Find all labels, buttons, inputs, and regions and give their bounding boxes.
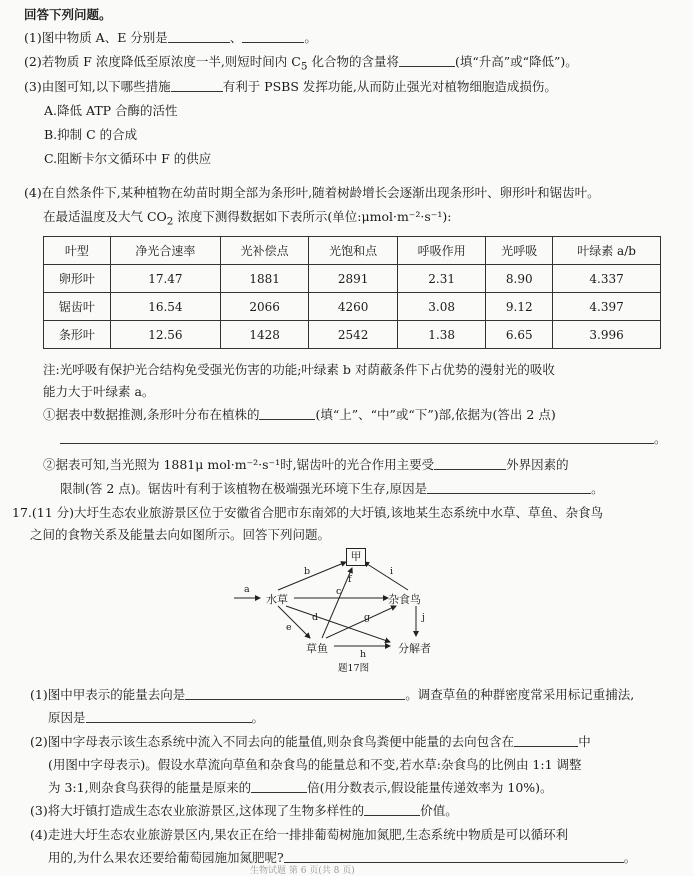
arrow-label-g: g — [364, 612, 371, 623]
answer-blank[interactable] — [364, 802, 420, 816]
table-cell: 锯齿叶 — [44, 293, 111, 321]
table-header: 光呼吸 — [486, 237, 553, 265]
arrow-i — [364, 562, 408, 590]
q16-part4-line1: (4)在自然条件下,某种植物在幼苗时期全部为条形叶,随着树龄增长会逐渐出现条形叶、卵形叶和锯齿叶。 — [24, 185, 600, 200]
table-cell: 1.38 — [397, 321, 485, 349]
q16-sub1-line2: 。 — [60, 430, 667, 448]
node-caoyu: 草鱼 — [306, 642, 328, 655]
arrow-label-i: i — [390, 566, 394, 577]
table-cell: 4.397 — [553, 293, 661, 321]
answer-blank[interactable] — [514, 733, 578, 747]
table-cell: 条形叶 — [44, 321, 111, 349]
answer-blank[interactable] — [168, 29, 230, 43]
table-cell: 16.54 — [110, 293, 220, 321]
option-c: C.阻断卡尔文循环中 F 的供应 — [44, 151, 212, 166]
answer-blank[interactable] — [251, 779, 307, 793]
node-shuicao: 水草 — [266, 593, 288, 606]
table-header: 叶绿素 a/b — [553, 237, 661, 265]
q17-part4-line2: 用的,为什么果农还要给葡萄园施加氮肥呢? 。 — [48, 850, 637, 865]
node-fenjiezhe: 分解者 — [398, 642, 431, 655]
table-cell: 2.31 — [397, 265, 485, 293]
arrow-label-j: j — [422, 612, 425, 623]
arrow-g — [326, 606, 396, 638]
arrow-d — [286, 606, 390, 642]
data-table — [43, 236, 661, 349]
table-cell: 2891 — [309, 265, 397, 293]
table-cell: 17.47 — [110, 265, 220, 293]
answer-blank[interactable] — [259, 406, 315, 420]
answer-blank[interactable] — [86, 709, 252, 723]
table-cell: 3.996 — [553, 321, 661, 349]
q17-intro-line1: 17.(11 分)大圩生态农业旅游景区位于安徽省合肥市东南郊的大圩镇,该地某生态系统中水草、草鱼、杂食鸟 — [12, 505, 603, 520]
figure-caption: 题17图 — [338, 663, 370, 674]
q17-part3: (3)将大圩镇打造成生态农业旅游景区,这体现了生物多样性的 价值。 — [30, 803, 458, 818]
q17-intro-line2: 之间的食物关系及能量去向如图所示。回答下列问题。 — [30, 527, 331, 542]
q16-part1: (1)图中物质 A、E 分别是 、 。 — [24, 30, 317, 45]
q16-part3: (3)由图可知,以下哪些措施 有利于 PSBS 发挥功能,从而防止强光对植物细胞造成损伤。 — [24, 79, 557, 94]
answer-blank[interactable] — [399, 53, 455, 67]
q17-part1: (1)图中甲表示的能量去向是 。调查草鱼的种群密度常采用标记重捕法, — [30, 687, 635, 702]
table-header: 光饱和点 — [309, 237, 397, 265]
section-intro: 回答下列问题。 — [24, 7, 112, 22]
table-cell: 2542 — [309, 321, 397, 349]
table-cell: 4.337 — [553, 265, 661, 293]
table-note-line2: 能力大于叶绿素 a。 — [43, 384, 155, 399]
table-header-row — [44, 237, 661, 265]
answer-blank[interactable] — [60, 430, 654, 444]
q17-part2: (2)图中字母表示该生态系统中流入不同去向的能量值,则杂食鸟粪便中能量的去向包含在 中 — [30, 734, 591, 749]
arrow-label-h: h — [360, 649, 367, 660]
q16-part2: (2)若物质 F 浓度降低至原浓度一半,则短时间内 $C_5$ 化合物的含量将 (填“升高”或“降低”)。 — [24, 54, 578, 73]
node-jia: 甲 — [346, 548, 366, 566]
table-cell: 4260 — [309, 293, 397, 321]
arrow-label-d: d — [312, 612, 319, 623]
q17-part1-line2: 原因是 。 — [48, 710, 265, 725]
table-header: 光补偿点 — [220, 237, 308, 265]
q17-part2-line2: (用图中字母表示)。假设水草流向草鱼和杂食鸟的能量总和不变,若水草:杂食鸟的比例由 1:1 调整 — [48, 757, 582, 772]
arrow-label-f: f — [348, 574, 352, 585]
q16-sub2-line2: 限制(答 2 点)。锯齿叶有利于该植物在极端强光环境下生存,原因是 。 — [60, 481, 604, 496]
arrow-label-e: e — [286, 622, 292, 633]
table-cell: 6.65 — [486, 321, 553, 349]
table-note-line1: 注:光呼吸有保护光合结构免受强光伤害的功能;叶绿素 b 对荫蔽条件下占优势的漫射光的吸收 — [43, 362, 555, 377]
table-cell: 3.08 — [397, 293, 485, 321]
table-row — [44, 321, 661, 349]
arrow-label-c: c — [336, 586, 342, 597]
q17-part4-line1: (4)走进大圩生态农业旅游景区内,果农正在给一排排葡萄树施加氮肥,生态系统中物质是可以循环利 — [30, 827, 569, 842]
arrow-e — [278, 606, 310, 638]
table-cell: 2066 — [220, 293, 308, 321]
answer-blank[interactable] — [171, 78, 223, 92]
node-zashiniao: 杂食鸟 — [388, 593, 421, 606]
answer-blank[interactable] — [185, 686, 405, 700]
table-row — [44, 265, 661, 293]
option-a: A.降低 ATP 合酶的活性 — [44, 103, 178, 118]
table-cell: 卵形叶 — [44, 265, 111, 293]
answer-blank[interactable] — [434, 456, 506, 470]
table-header: 呼吸作用 — [397, 237, 485, 265]
option-b: B.抑制 C 的合成 — [44, 127, 138, 142]
table-cell: 9.12 — [486, 293, 553, 321]
table-header: 叶型 — [44, 237, 111, 265]
answer-blank[interactable] — [427, 480, 591, 494]
table-cell: 1881 — [220, 265, 308, 293]
table-header: 净光合速率 — [110, 237, 220, 265]
arrow-label-a: a — [244, 584, 250, 595]
food-web-diagram — [230, 546, 460, 674]
q16-sub1: ①据表中数据推测,条形叶分布在植株的 (填“上”、“中”或“下”)部,依据为(答出 2 点) — [43, 407, 556, 422]
table-cell: 8.90 — [486, 265, 553, 293]
q16-sub2: ②据表可知,当光照为 1881μ mol·m⁻²·s⁻¹时,锯齿叶的光合作用主要受 外界因素的 — [43, 457, 569, 472]
q17-part2-line3: 为 3:1,则杂食鸟获得的能量是原来的 倍(用分数表示,假设能量传递效率为 10%)。 — [48, 780, 553, 795]
table-row — [44, 293, 661, 321]
page-footer: 生物试题 第 6 页(共 8 页) — [250, 866, 355, 876]
q16-part4-line2: 在最适温度及大气 $CO_2$ 浓度下测得数据如下表所示(单位:μmol·m⁻²·s⁻¹): — [43, 209, 452, 228]
answer-blank[interactable] — [242, 29, 304, 43]
table-cell: 1428 — [220, 321, 308, 349]
answer-blank[interactable] — [284, 849, 624, 863]
arrow-label-b: b — [304, 566, 311, 577]
table-cell: 12.56 — [110, 321, 220, 349]
